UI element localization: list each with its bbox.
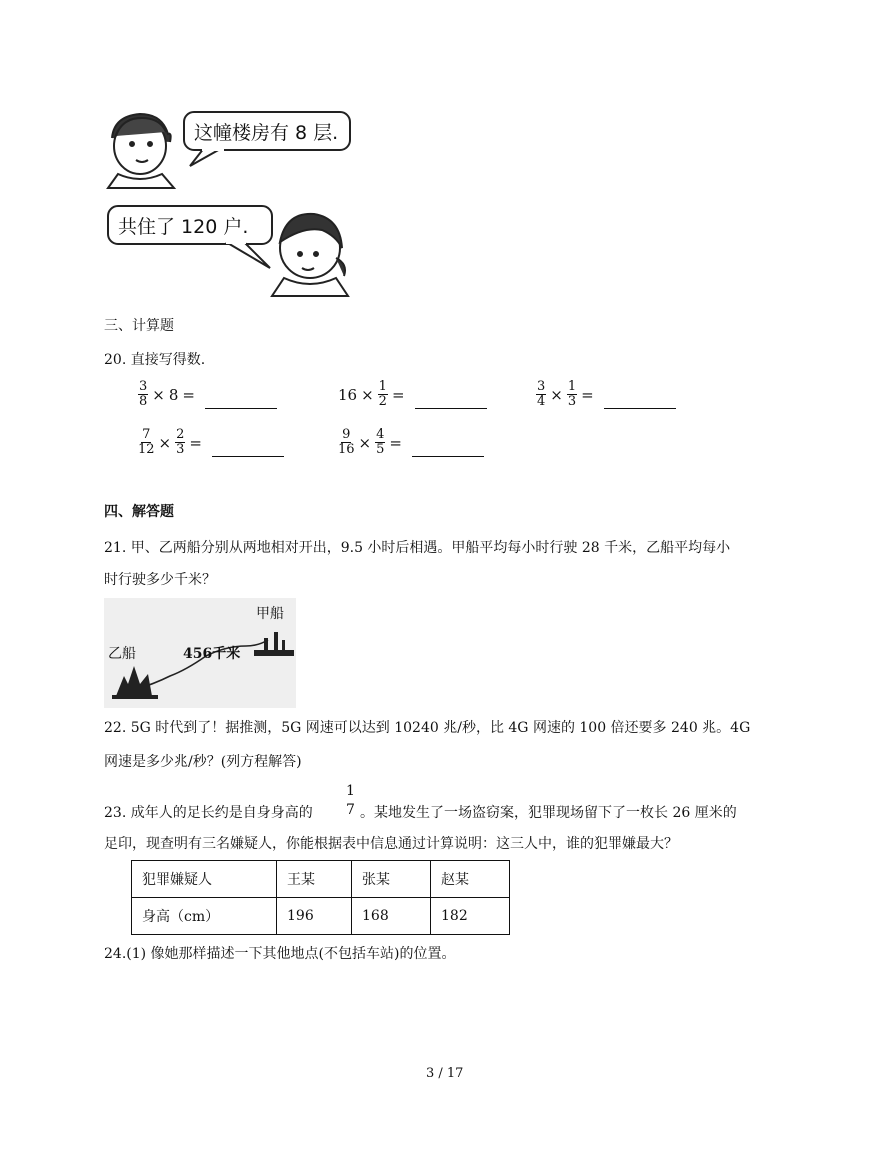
- answer-blank[interactable]: [212, 455, 284, 457]
- answer-blank[interactable]: [604, 407, 676, 409]
- label-yi-ship: 乙船: [108, 646, 136, 662]
- q20-expr-1: $\frac{3}{8}$ × 8 =: [138, 380, 277, 409]
- boy-figure: [108, 114, 174, 188]
- q20-expr-3: $\frac{3}{4}$ × $\frac{1}{3}$ =: [536, 380, 676, 409]
- bubble-1-text: 这幢楼房有 8 层.: [194, 122, 339, 144]
- section-3-heading: 三、计算题: [104, 318, 174, 334]
- question-21-line-1: 21. 甲、乙两船分别从两地相对开出，9.5 小时后相遇。甲船平均每小时行驶 28 千米，乙船平均每小: [104, 540, 731, 556]
- girl-figure: [272, 214, 348, 296]
- q20-expr-2: 16 × $\frac{1}{2}$ =: [338, 380, 487, 409]
- fraction: $\frac{1}{3}$: [567, 379, 577, 409]
- table-header-cell: 赵某: [431, 861, 510, 898]
- fraction-denominator: 7: [346, 802, 355, 818]
- fraction: $\frac{7}{12}$: [138, 427, 155, 457]
- answer-blank[interactable]: [415, 407, 487, 409]
- fraction: $\frac{9}{16}$: [338, 427, 355, 457]
- question-23-line-1a: 23. 成年人的足长约是自身身高的: [104, 805, 313, 821]
- table-cell: 身高（cm）: [132, 898, 277, 935]
- table-header-cell: 张某: [352, 861, 431, 898]
- q23-fraction: [344, 782, 357, 819]
- fraction: $\frac{4}{5}$: [376, 427, 385, 457]
- label-distance: 456千米: [183, 646, 241, 662]
- table-header-cell: 王某: [277, 861, 352, 898]
- table-cell: 168: [352, 898, 431, 935]
- question-20-stem: 20. 直接写得数.: [104, 352, 206, 368]
- q20-expr-5: $\frac{9}{16}$ × $\frac{4}{5}$ =: [338, 428, 484, 457]
- fraction: $\frac{3}{8}$: [139, 379, 148, 409]
- bubble-2-text: 共住了 120 户.: [118, 216, 249, 238]
- section-4-heading: 四、解答题: [104, 504, 174, 520]
- question-24-line-1: 24.(1) 像她那样描述一下其他地点(不包括车站)的位置。: [104, 946, 456, 962]
- answer-blank[interactable]: [205, 407, 277, 409]
- fraction: $\frac{2}{3}$: [176, 427, 185, 457]
- question-22-line-2: 网速是多少兆/秒？(列方程解答): [104, 754, 302, 770]
- answer-blank[interactable]: [412, 455, 484, 457]
- table-header-row: [132, 861, 510, 898]
- q20-expr-4: $\frac{7}{12}$ × $\frac{2}{3}$ =: [138, 428, 284, 457]
- table-cell: 182: [431, 898, 510, 935]
- question-22-line-1: 22. 5G 时代到了！据推测，5G 网速可以达到 10240 兆/秒，比 4G 网速的 100 倍还要多 240 兆。4G: [104, 720, 751, 736]
- table-cell: 196: [277, 898, 352, 935]
- suspect-table: [131, 860, 510, 935]
- label-jia-ship: 甲船: [256, 606, 284, 622]
- fraction: $\frac{1}{2}$: [378, 379, 387, 409]
- page-number: 3 / 17: [426, 1066, 464, 1081]
- ship-yi: [112, 666, 158, 699]
- fraction: $\frac{3}{4}$: [537, 379, 546, 409]
- question-23-line-2: 足印，现查明有三名嫌疑人，你能根据表中信息通过计算说明：这三人中，谁的犯罪嫌最大？: [104, 836, 678, 852]
- fraction-numerator: 1: [346, 783, 355, 799]
- table-header-cell: 犯罪嫌疑人: [132, 861, 277, 898]
- question-23-line-1b: 。某地发生了一场盗窃案，犯罪现场留下了一枚长 26 厘米的: [360, 805, 737, 821]
- question-21-line-2: 时行驶多少千米？: [104, 572, 216, 588]
- table-row: [132, 898, 510, 935]
